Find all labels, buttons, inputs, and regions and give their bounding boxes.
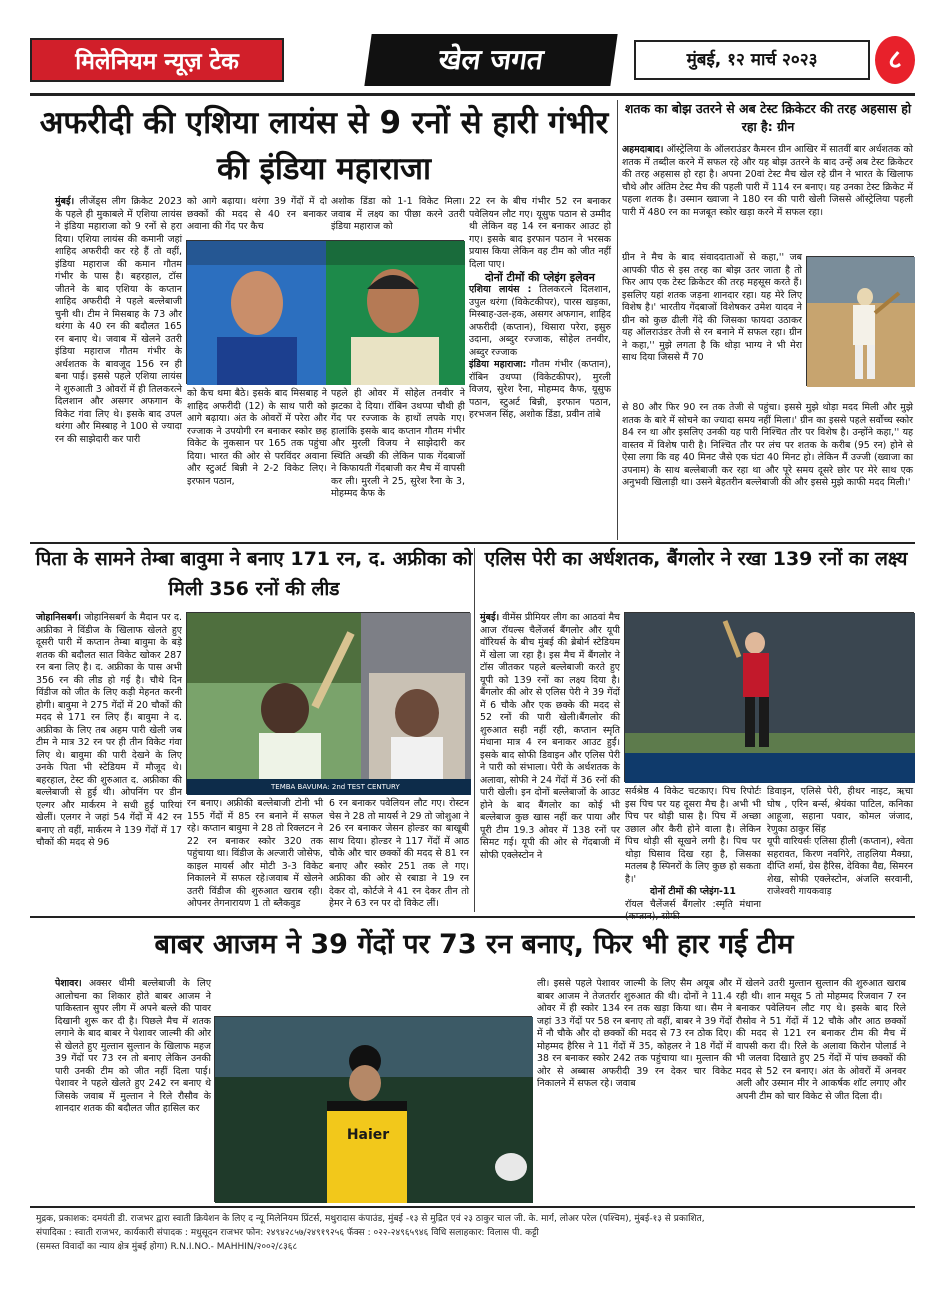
article1-col4 bbox=[469, 196, 611, 540]
rcb-xi-rest: डिवाइन, एलिसे पेरी, हीथर नाइट, ऋचा घोष , एरिन बर्न्स, श्रेयंका पाटिल, कनिका आहूजा, सहाना पवार, कोमल जंजाद, रेणुका ठाकुर सिंह bbox=[767, 786, 913, 835]
article3-dateline: जोहानिसबर्ग। bbox=[36, 612, 81, 623]
page-number: ८ bbox=[875, 36, 915, 84]
row-rule-2 bbox=[30, 916, 915, 918]
article5-col1 bbox=[55, 978, 211, 1198]
ellyse-perry-photo bbox=[624, 612, 914, 782]
article3-headline: पिता के सामने तेम्बा बावुमा ने बनाए 171 रन, द. अफ्रीका को मिली 356 रनों की लीड bbox=[35, 548, 473, 600]
article1-col3a: अशोक डिंडा को 1-1 विकेट मिला।जवाब में लक्ष्य का पीछा करने उतरी इंडिया महाराज को bbox=[331, 196, 465, 232]
article4-col2 bbox=[625, 786, 761, 912]
article5-dateline: पेशावर। bbox=[55, 978, 82, 989]
issue-date: मुंबई, १२ मार्च २०२३ bbox=[634, 40, 870, 80]
article1-col1 bbox=[55, 196, 182, 540]
article1-text-1: लीजेंड्स लीग क्रिकेट 2023 के पहले ही मुकाबले में एशिया लायंस ने इंडिया महाराजा को 9 रनों से हरा दिया। एशिया लायंस की कमानी जहां शाहिद अफरीदी कर रहे हैं तो वहीं, इंडिया महाराज की कमान गौतम गंभीर के पास है। बहरहाल, टॉस जीतने के बाद एशिया के कप्तान शाहिद अफरीदी ने पहले बल्लेबाजी चुनी थी। टीम ने मिसबाह के 73 और थरंगा के 40 रन की बदौलत 165 रन बनाए थे। जवाब में खेलने उतरी इंडिया महाराज गौतम गंभीर के अर्धशतक के बावजूद 156 रन ही बना पाई। इससे पहले एशिया लायंस ने शुरुआती 3 ओवरों में ही तिलकरत्ने दिलशान और असगर अफगान के विकेट गंवा लिए थे। इसके बाद उपल थरंगा और मिस्बाह ने 100 से ज्यादा रन की साझेदारी कर पारी bbox=[55, 196, 182, 445]
article4-col1 bbox=[480, 612, 620, 912]
article4-text-2: सर्वश्रेष्ठ 4 विकेट चटकाए। पिच रिपोर्टः इस पिच पर यह दूसरा मैच है। अभी भी पिच पर थोड़ी घास है। पिच में अच्छा उछाल और कैरी होने वाला है। लेकिन पिच थोड़ी सी सूखने लगी है। पिच पर थोड़ा घिसाव दिख रहा है, जिसका मतलब है स्पिनरों के लिए कुछ हो सकता है।' bbox=[625, 786, 761, 885]
masthead-rule bbox=[30, 93, 915, 96]
article2-headline: शतक का बोझ उतरने से अब टेस्ट क्रिकेटर की तरह अहसास हो रहा है: ग्रीन bbox=[624, 101, 912, 134]
article5-text-1: अक्सर धीमी बल्लेबाजी के लिए आलोचना का शिकार होते बाबर आजम ने पाकिस्तान सुपर लीग में अपने बल्ले की पावर दिखानी शुरू कर दी है। पिछले मैच में शतक लगाने के बाद बाबर ने पेशावर जाल्मी की ओर से खेलते हुए मुल्तान सुल्तान के खिलाफ महज 39 गेंदों पर 73 रन तो बनाए लेकिन उनकी पारी उनकी टीम को जीत नहीं दिला पाई। पेशावर ने पहले खेलते हुए 242 रन बनाए थे जिसके जवाब में मुल्तान ने रिले रौसौव के शानदार शतक की बदौलत जीत हासिल कर bbox=[55, 978, 211, 1114]
article3-col1 bbox=[36, 612, 182, 912]
article1-col2a: को आगे बढ़ाया। थरंगा 39 गेंदों में दो छक्कों की मदद से 40 रन बनाकर अवाना की गेंद पर कैच bbox=[187, 196, 327, 232]
imprint-line2: संपादिका : स्वाती राजभर, कार्यकारी संपादक : मधुसूदन राजभर फोन: २४९४२८५७/२४९१९२५६ फॅक्स : ०२२-२४९६५९४६ विधि सलाहकार: विलास पी. कट्टी bbox=[36, 1228, 539, 1238]
article2-dateline: अहमदाबाद। bbox=[622, 144, 664, 155]
article2-left: ग्रीन ने मैच के बाद संवाददाताओं से कहा,'' जब आपकी पीठ से इस तरह का बोझ उतर जाता है तो फिर आप एक टेस्ट क्रिकेटर की तरह महसूस करते हैं। इसलिए यहां शतक जड़ना शानदार रहा। यह मेरे लिए विशेष है।' भारतीय गेंदबाजों विशेषकर उमेश यादव ने ग्रीन को कुछ ढीली गेंदे की जिसका फायदा उठाकर यह ऑलराउंडर तेजी से रन बनाने में सफल रहा। ग्रीन ने कहा,'' मुझे लगता है कि थोड़ा भाग्य ने भी मेरा साथ दिया जिससे मैं 70 bbox=[622, 252, 802, 363]
imprint-line3: (समस्त विवादों का न्याय क्षेत्र मुंबई होगा) R.N.I.NO.- MAHHIN/२००२/८३६८ bbox=[36, 1242, 298, 1252]
babar-azam-photo bbox=[214, 1016, 532, 1202]
article1-headline: अफरीदी की एशिया लायंस से 9 रनों से हारी गंभीर की इंडिया महाराजा bbox=[39, 105, 609, 187]
green-batting-photo bbox=[806, 256, 914, 386]
india-maharaja-xi: गौतम गंभीर (कप्तान), रॉबिन उथप्पा (विकेटकीपर), मुरली विजय, सुरेश रैना, मोहम्मद कैफ, यूसुफ पठान, स्टुअर्ट बिन्नी, इरफान पठान, हरभजन सिंह, अशोक डिंडा, प्रवीन तांबे bbox=[469, 359, 611, 420]
article2-text-top: ऑस्ट्रेलिया के ऑलराउंडर कैमरन ग्रीन आखिर में सातवीं बार अर्धशतक को शतक में तब्दील करने में सफल रहे और यह बोझ उतरने के बाद उन्हें अब टेस्ट क्रिकेटर की तरह अहसास हो रहा है। अपना 20वां टेस्ट मैच खेल रहे ग्रीन ने भारत के खिलाफ चौथे और अंतिम टेस्ट मैच की पहली पारी में 114 रन बनाए। यह उनका टेस्ट क्रिकेट में पहला शतक है। उस्मान ख्वाजा ने 180 रन की पारी खेली जिससे ऑस्ट्रेलिया पहली पारी में 480 रन का मजबूत स्कोर खड़ा करने में सफल रहा। bbox=[622, 144, 913, 218]
playing-xi-heading: दोनों टीमों की प्लेइंग इलेवन bbox=[485, 271, 595, 284]
newspaper-brand: मिलेनियम न्यूज़ टेक bbox=[30, 38, 284, 82]
column-rule bbox=[617, 100, 618, 540]
footer-rule bbox=[30, 1206, 915, 1208]
bavuma-photo bbox=[186, 612, 470, 794]
photo-caption: TEMBA BAVUMA: 2nd TEST CENTURY bbox=[271, 783, 400, 791]
article4-text-1: वीमेंस प्रीमियर लीग का आठवां मैच आज रॉयल्स चैलेंजर्स बैंगलोर और यूपी वॉरियर्स के बीच मुंबई की ब्रेबोर्न स्टेडियम में खेला जा रहा है। इस मैच में बैंगलोर ने टॉस जीतकर पहले बल्लेबाजी करते हुए यूपी को 139 रनों का लक्ष्य दिया है। बैंगलोर की ओर से एलिस पेरी ने 39 गेंदों में 6 चौके और एक छक्के की मदद से 52 रनों की पारी खेली।बैंगलोर की शुरुआत सही नहीं रही, कप्तान स्मृति मंधाना मात्र 4 रन बनाकर आउट हुईं। इसके बाद सोफी डिवाइन और एलिस पेरी ने पारी को संभाला। पेरी के अर्धशतक के अलावा, सोफी ने 24 गेंदों में 36 रनों की पारी खेली। इन दोनों बल्लेबाजों के आउट होने के बाद बैंगलोर का कोई भी बल्लेबाज कुछ खास नहीं कर पाया और पूरी टीम 19.3 ओवर में 138 रनों पर सिमट गई। यूपी की ओर से गेंदबाजी में सोफी एक्लेस्टोन ने bbox=[480, 612, 620, 861]
article3-col2: रन बनाए। अफ्रीकी बल्लेबाजी टोनी भी 155 गेंदों में 85 रन बनाने में सफल रहे। कप्तान बावुमा ने 28 तो रिक्लटन ने 22 रन बनाकर स्कोर 320 तक पहुंचाया था। विंडीज के अल्जारी जोसेफ, काइल मायर्स और मोटी 3-3 विकेट निकालने में सफल रहे।जवाब में खेलने उतरी विंडीज की शुरुआत खराब रही। ओपनर तेगनारायण 1 तो ब्लैकवुड bbox=[187, 798, 323, 909]
india-maharaja-label: इंडिया महाराजा: bbox=[469, 359, 527, 370]
rcb-xi-start: रॉयल चैलेंजर्स बैंगलोर :स्मृति मंधाना bbox=[625, 898, 761, 910]
gambhir-afridi-photo bbox=[186, 240, 464, 384]
article4-dateline: मुंबई। bbox=[480, 612, 500, 623]
article1-col2b: को कैच थमा बैठे। इसके बाद मिसबाह ने शाहिद अफरीदी (12) के साथ पारी को आगे बढ़ाया। अंत के ओवरों में परेरा और रज्जाक ने उपयोगी रन बनाकर स्कोर छह विकेट के नुकसान पर 165 तक पहुंचा दिया। भारत की ओर से परविंदर अवाना और स्टुअर्ट बिन्नी ने 2-2 विकेट लिए। इरफान पठान, bbox=[187, 388, 327, 487]
imprint-line1: मुद्रक, प्रकाशक: दमयंती डी. राजभर द्वारा स्वाती क्रियेशन के लिए द न्यू मिलेनियम प्रिंटर्स, मथुरादास कंपाउंड, मुंबई -१३ से मुद्रित एवं २३ ठाकुर चाल जी. के. मार्ग, लोअर परेल (पश्चिम), मुंबई-१३ से प्रकाशित, bbox=[36, 1214, 705, 1224]
article4-col3 bbox=[767, 786, 913, 912]
section-title: खेल जगत bbox=[364, 34, 617, 86]
column-rule-2 bbox=[474, 548, 475, 912]
article5-headline: बाबर आजम ने 39 गेंदों पर 73 रन बनाए, फिर भी हार गई टीम bbox=[154, 929, 794, 960]
article5-col2: ली। इससे पहले पेशावर जाल्मी के लिए सैम अयूब और बाबर आजम ने तेजतर्रार शुरुआत की थी। दोनों ने 11.4 ओवर में ही स्कोर 134 रन तक खड़ा किया था। सैम ने जहां 33 गेंदों पर 58 रन बनाए तो वहीं, बाबर ने 39 गेंदों में नौ चौके और दो छक्कों की मदद से 73 रन ठोक दिए। मोहम्मद हैरिस ने 11 गेंदों में 35, कोहलर ने 18 गेंदों में 38 रन बनाकर स्कोर 242 तक पहुंचाया था। मुल्तान की ओर से अब्बास अफरीदी 39 रन देकर चार विकेट निकालने में सफल रहे। जवाब bbox=[537, 978, 732, 1089]
upw-xi: यूपी वारियर्सः एलिसा हीली (कप्तान), श्वेता सहरावत, किरण नवगिरे, ताहलिया मैक्ग्रा, दीप्ति शर्मा, ग्रेस हैरिस, देविका वैद्य, सिमरन शेख, सोफी एक्लेस्टोन, अंजलि सरवानी, राजेश्वरी गायकवाड़ bbox=[767, 836, 913, 897]
article2-top bbox=[622, 144, 913, 252]
asia-lions-xi: तिलकरत्ने दिलशान, उपुल थरंगा (विकेटकीपर), पारस खड़का, मिस्बाह-उल-हक, असगर अफगान, शाहिद अफरीदी (कप्तान), थिसारा परेरा, इसुरु उदाना, अब्दुर रज्जाक, सोहेल तनवीर, अब्दुर रज्जाक bbox=[469, 284, 611, 358]
imprint bbox=[36, 1212, 912, 1254]
article5-col3: में खेलने उतरी मुल्तान सुल्तान की शुरुआत खराब रही थी। शान मसूद 5 तो मोहम्मद रिजवान 7 रन बनाकर पवेलियन लौट गए थे। इसके बाद रिले रौसोव ने 51 गेंदों में 12 चौके और आठ छक्कों की मदद से 121 रन बनाकर टीम की मैच में वापसी करा दी। रिले के अलावा किरोन पोलार्ड ने भी जलवा दिखाते हुए 25 गेंदों में पांच छक्कों की मदद से 52 रन बनाए। अंत के ओवरों में अनवर अली और उस्मान मीर ने आकर्षक शॉट लगाए और अपनी टीम को चार विकेट से जीत दिला दी। bbox=[736, 978, 906, 1102]
masthead bbox=[30, 30, 915, 90]
article1-dateline: मुंबई। bbox=[55, 196, 75, 207]
rcb-upw-xi-heading: दोनों टीमों की प्लेइंग-11 bbox=[650, 886, 736, 897]
asia-lions-label: एशिया लायंस : bbox=[469, 284, 532, 295]
jersey-sponsor: Haier bbox=[346, 1127, 390, 1143]
article3-col3: 6 रन बनाकर पवेलियन लौट गए। रोस्टन चेस ने 28 तो मायर्स ने 29 तो जोशुआ ने 26 रन बनाकर जेसन होल्डर का बाखूबी साथ दिया। होल्डर ने 117 गेंदों में आठ चौके और चार छक्कों की मदद से 81 रन बनाए और स्कोर 251 तक ले गए। अफ्रीका की ओर से रबाडा ने 19 रन देकर दो, कोर्टजे ने 41 रन देकर तीन तो हेमर ने 63 रन पर दो विकेट लीं। bbox=[329, 798, 469, 909]
article1-text-4: 22 रन के बीच गंभीर 52 रन बनाकर पवेलियन लौट गए। यूसुफ पठान से उम्मीद थी लेकिन वह 14 रन बनाकर आउट हो गए। इसके बाद इरफान पठान ने भरसक प्रयास किया लेकिन वह टीम को जीत नहीं दिला पाए। bbox=[469, 196, 611, 270]
article4-headline: एलिस पेरी का अर्धशतक, बैंगलोर ने रखा 139 रनों का लक्ष्य bbox=[484, 548, 908, 570]
article3-text-1: जोहानिसबर्ग के मैदान पर द. अफ्रीका ने विंडीज के खिलाफ खेलते हुए दूसरी पारी में कप्तान तेम्बा बावुमा के बड़े शतक की बदौलत सात विकेट खोकर 287 रन बना लिए है। द. अफ्रीका के पास अभी 356 रन की लीड हो गई है। चौथे दिन विंडीज को जीत के लिए कड़ी मेहनत करनी होगी। बावुमा ने 275 गेंदों में 20 चौकों की मदद से 171 रन लिए हैं। बावुमा ने द. अफ्रीका के लिए तब अहम पारी खेली जब टीम ने मात्र 32 रन पर ही तीन विकेट गंवा लिए थे। बावुमा की पारी देखने के लिए उनके पिता भी स्टेडियम में मौजूद थे।बहरहाल, टेस्ट की शुरुआत द. अफ्रीका की बल्लेबाजी से हुई थी। ओपनिंग पर डीन एल्गर और मार्करम ने सधी हुई पारियां खेलीं। एलगर ने जहां 54 गेंदों में 42 रन बनाए तो वहीं, मार्करम ने 139 गेंदों में 17 चौकों की मदद से 96 bbox=[36, 612, 182, 848]
article1-col3b: पहले ही ओवर में सोहेल तनवीर ने झटका दे दिया। रॉबिन उथप्पा चौथी ही गेंद पर रज्जाक के हाथों लपके गए। हालांकि इसके बाद कप्तान गौतम गंभीर और मुरली विजय ने साझेदारी कर स्थिति अच्छी की लेकिन पाक गेंदबाजों ने किफायती गेंदबाजी कर मैच में वापसी कर ली। मुरली ने 25, सुरेश रैना के 3, मोहम्मद कैफ के bbox=[331, 388, 465, 499]
article2-bottom: से 80 और फिर 90 रन तक तेजी से पहुंचा। इससे मुझे थोड़ा मदद मिली और मुझे शतक के बारे में सोचने का ज्यादा समय नहीं मिला।' ग्रीन का इससे पहले सर्वोच्च स्कोर 84 रन था और इसलिए उनकी यह पारी निश्चित तौर पर विशेष है। उन्होंने कहा,'' यह वास्तव में विशेष पारी है। निश्चित तौर पर लंच पर शतक के करीब (95 रन) होने से ऐसा लगा कि वह 40 मिनट जैसे एक घंटा 40 मिनट हो। लेकिन मैं उज्जी (ख्वाजा का उपनाम) के साथ बल्लेबाजी कर रहा था और पूरे समय दूसरे छोर पर मेरे साथ एक अनुभवी खिलाड़ी था। उसने बेहतरीन बल्लेबाजी की और इससे मुझे काफी मदद मिली।' bbox=[622, 402, 913, 488]
